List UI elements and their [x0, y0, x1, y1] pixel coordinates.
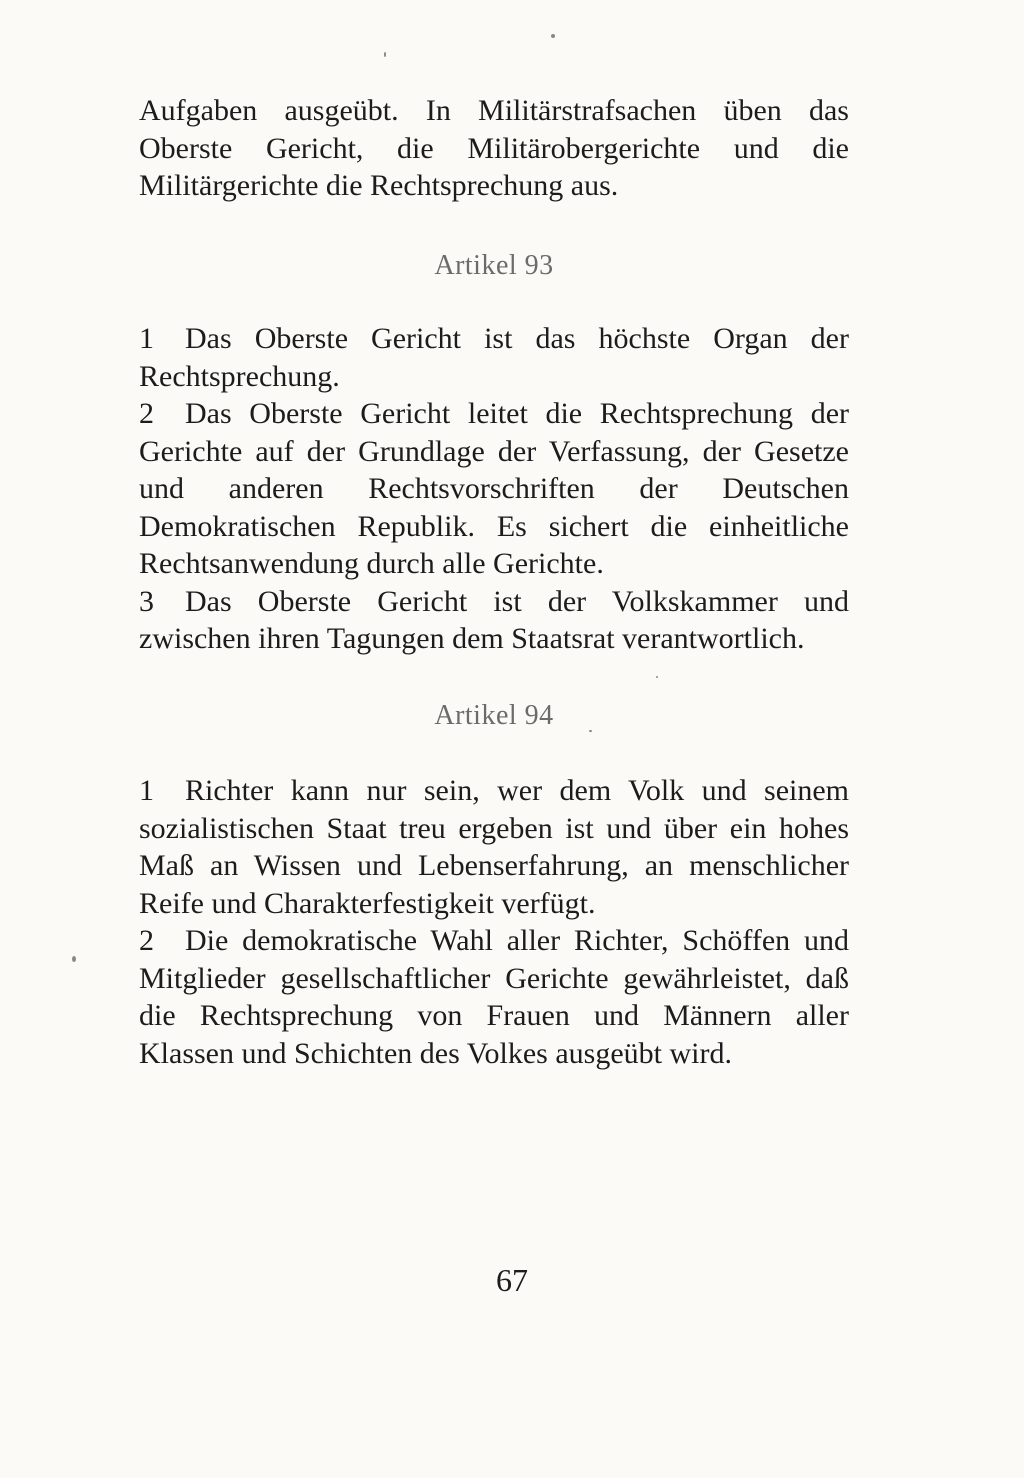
article-93-paragraph-2	[139, 395, 849, 583]
article-94-title: Artikel 94	[434, 700, 554, 731]
paragraph-text: Die demokratische Wahl aller Richter, Schöffen und Mitglieder gesellschaftlicher Gerichte gewährleistet, daß die Rechtsprechung von Frauen und Männern aller Klassen und Schichten des Volkes ausgeübt wird.	[139, 924, 849, 1070]
article-93-paragraph-1	[139, 320, 849, 395]
paragraph-text: Das Oberste Gericht ist das höchste Organ der Rechtsprechung.	[139, 322, 849, 393]
scan-speck	[589, 730, 592, 732]
article-93-paragraph-3	[139, 583, 849, 658]
article-94-body	[139, 772, 849, 1072]
scan-speck	[656, 676, 658, 678]
paragraph-number: 1	[139, 774, 154, 807]
scan-speck	[551, 34, 555, 38]
paragraph-number: 2	[139, 397, 154, 430]
paragraph-number: 3	[139, 584, 154, 618]
paragraph-text: Das Oberste Gericht ist der Volkskammer und zwischen ihren Tagungen dem Staatsrat verantwortlich.	[139, 584, 849, 655]
paragraph-text: Das Oberste Gericht leitet die Rechtsprechung der Gerichte auf der Grundlage der Verfassung, der Gesetze und anderen Rechtsvorschriften der Deutschen Demokratischen Republik. Es sichert die einheitliche Rechtsanwendung durch alle Gerichte.	[139, 397, 849, 580]
scan-speck	[384, 52, 386, 57]
article-94-paragraph-1	[139, 772, 849, 922]
article-94-paragraph-2	[139, 922, 849, 1072]
paragraph-number: 2	[139, 924, 154, 957]
scan-speck	[72, 956, 76, 962]
page-number: 67	[496, 1262, 528, 1298]
paragraph-number: 1	[139, 322, 154, 355]
article-93-body	[139, 320, 849, 658]
paragraph-text: Richter kann nur sein, wer dem Volk und seinem sozialistischen Staat treu ergeben ist und über ein hohes Maß an Wissen und Lebenserfahrung, an menschlicher Reife und Charakterfestigkeit verfügt.	[139, 774, 849, 920]
intro-paragraph: Aufgaben ausgeübt. In Militärstrafsachen üben das Oberste Gericht, die Militärobergerichte und die Militärgerichte die Rechtsprechung aus.	[139, 94, 849, 202]
intro-block	[139, 92, 849, 205]
article-93-title: Artikel 93	[434, 250, 554, 281]
